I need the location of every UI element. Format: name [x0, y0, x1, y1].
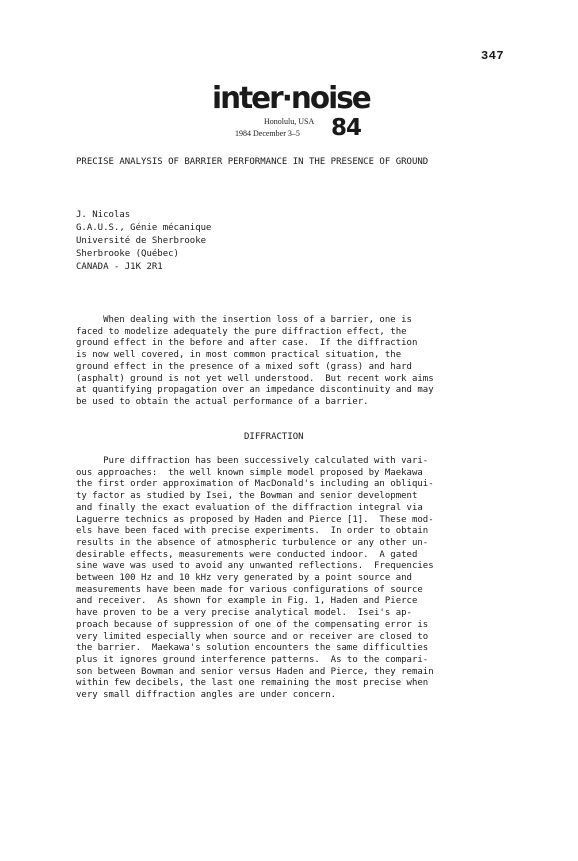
author-name: J. Nicolas: [76, 210, 131, 220]
text-line: proach because of suppression of one of the compensating error is: [76, 619, 429, 630]
author-department: G.A.U.S., Génie mécanique: [76, 223, 212, 233]
text-line: results in the absence of atmospheric turbulence or any other un-: [76, 537, 429, 548]
text-line: and receiver. As shown for example in Fig. 1, Haden and Pierce: [76, 596, 418, 607]
text-line: (asphalt) ground is not yet well understood. But recent work aims: [76, 373, 434, 384]
text-line: ty factor as studied by Isei, the Bowman and senior development: [76, 491, 418, 502]
text-line: Laguerre technics as proposed by Haden and Pierce [1]. These mod-: [76, 514, 434, 525]
section-heading: DIFFRACTION: [244, 432, 304, 442]
author-country: CANADA - J1K 2R1: [76, 262, 163, 272]
paper-title: PRECISE ANALYSIS OF BARRIER PERFORMANCE IN THE PRESENCE OF GROUND: [76, 157, 429, 167]
text-line: sine wave was used to avoid any unwanted reflections. Frequencies: [76, 561, 434, 572]
diffraction-paragraph: [76, 456, 516, 702]
text-line: be used to obtain the actual performance of a barrier.: [76, 396, 369, 407]
text-line: desirable effects, measurements were conducted indoor. A gated: [76, 549, 418, 560]
author-university: Université de Sherbrooke: [76, 236, 207, 246]
page-number: 347: [481, 49, 505, 63]
abstract-paragraph: [76, 315, 516, 409]
text-line: very small diffraction angles are under concern.: [76, 690, 337, 701]
text-line: els have been faced with precise experiments. In order to obtain: [76, 526, 429, 537]
text-line: have proven to be a very precise analytical model. Isei's ap-: [76, 608, 412, 619]
text-line: between 100 Hz and 10 kHz very generated by a point source and: [76, 573, 412, 584]
text-line: ground effect in the presence of a mixed soft (grass) and hard: [76, 361, 412, 372]
conference-year: 84: [331, 115, 362, 141]
text-line: the barrier. Maekawa's solution encounters the same difficulties: [76, 643, 429, 654]
conference-logo: [212, 81, 374, 142]
conference-dates: 1984 December 3–5: [235, 129, 300, 138]
text-line: at quantifying propagation over an impedance discontinuity and may: [76, 385, 434, 396]
text-line: faced to modelize adequately the pure diffraction effect, the: [76, 326, 407, 337]
text-line: plus it ignores ground interference patterns. As to the compari-: [76, 654, 429, 665]
conference-location: Honolulu, USA: [264, 117, 315, 126]
text-line: Pure diffraction has been successively calculated with vari-: [76, 456, 429, 466]
text-line: son between Bowman and senior versus Haden and Pierce, they remain: [76, 666, 434, 677]
text-line: When dealing with the insertion loss of a barrier, one is: [76, 315, 412, 325]
text-line: ground effect in the before and after case. If the diffraction: [76, 338, 418, 349]
text-line: ous approaches: the well known simple model proposed by Maekawa: [76, 467, 423, 478]
text-line: and finally the exact evaluation of the diffraction integral via: [76, 502, 423, 513]
conference-name: inter·noise: [212, 81, 370, 116]
text-line: the first order approximation of MacDonald's including an obliqui-: [76, 479, 434, 490]
text-line: within few decibels, the last one remaining the most precise when: [76, 678, 429, 689]
text-line: very limited especially when source and or receiver are closed to: [76, 631, 429, 642]
author-affiliation: [76, 209, 211, 274]
text-line: is now well covered, in most common practical situation, the: [76, 350, 402, 361]
text-line: measurements have been made for various configurations of source: [76, 584, 423, 595]
author-city: Sherbrooke (Québec): [76, 249, 179, 259]
